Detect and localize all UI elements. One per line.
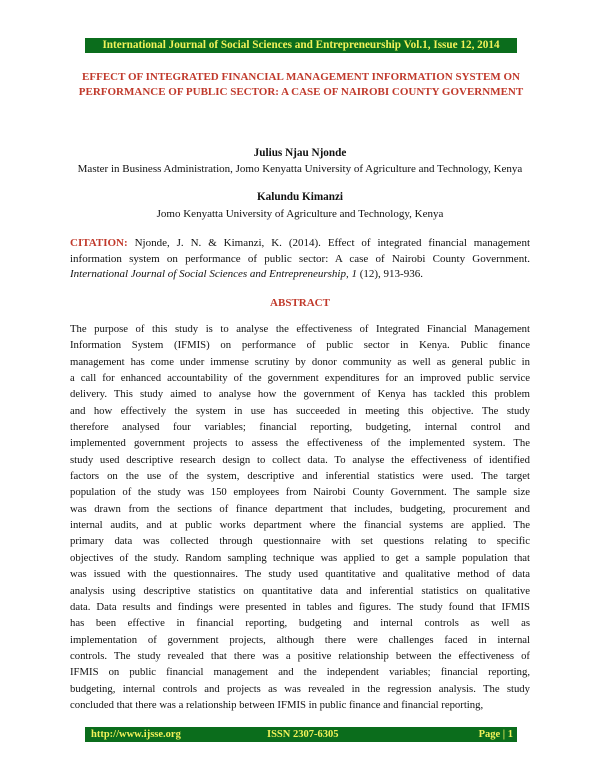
footer-bar bbox=[85, 727, 517, 742]
citation-block bbox=[70, 236, 530, 283]
abstract-line: concluded that there was a relationship between IFMIS in public finance and financial reporting, bbox=[70, 698, 484, 711]
abstract-heading: ABSTRACT bbox=[270, 297, 330, 309]
abstract-line: data. Data results and findings were presented in tables and figures. The study found that IFMIS bbox=[70, 600, 530, 613]
author-affiliation-1: Master in Business Administration, Jomo Kenyatta University of Agriculture and Technology, Kenya bbox=[77, 163, 523, 175]
abstract-body bbox=[70, 321, 530, 713]
abstract-line: study used descriptive research design to collect data. To analyse the effectiveness of identified bbox=[70, 453, 530, 466]
abstract-line: was issued with the questionnaires. The study used quantitative and qualitative method of data bbox=[70, 568, 530, 581]
abstract-line: implementation of government projects, although there were challenges faced in internal bbox=[70, 633, 530, 646]
abstract-line: factors on the use of the system, descriptive and inferential statistics were used. The target bbox=[70, 470, 530, 483]
journal-header-bar bbox=[85, 38, 517, 53]
abstract-line: delivery. This study aimed to analyse how the government of Kenya has tackled this problem bbox=[70, 388, 530, 401]
author-affiliation-2: Jomo Kenyatta University of Agriculture and Technology, Kenya bbox=[156, 208, 444, 220]
abstract-line: has been effective in financial reporting, budgeting and internal controls as well as bbox=[70, 617, 530, 630]
abstract-line: controls. The study revealed that there was a positive relationship between the effectiveness of bbox=[70, 649, 530, 662]
abstract-line: management has come under immense scrutiny by donor community as well as general public in bbox=[70, 355, 530, 368]
abstract-line: The purpose of this study is to analyse the effectiveness of Integrated Financial Management bbox=[70, 323, 530, 335]
footer-url-link[interactable]: http://www.ijsse.org bbox=[91, 729, 181, 740]
journal-header-text: International Journal of Social Sciences and Entrepreneurship Vol.1, Issue 12, 2014 bbox=[102, 39, 500, 51]
abstract-line: Information System (IFMIS) on performance of public sector in Kenya. Public finance bbox=[70, 339, 530, 352]
footer-issn: ISSN 2307-6305 bbox=[267, 729, 339, 740]
abstract-line: IFMIS on public financial management and the independent variables; financial reporting, bbox=[70, 666, 530, 679]
abstract-line: and how effectively the system in use has succeeded in meeting this objective. The study bbox=[70, 404, 530, 417]
abstract-line: internal audits, and at public works department where the financial systems are applied. The bbox=[70, 519, 530, 532]
author-name-1: Julius Njau Njonde bbox=[253, 147, 347, 159]
abstract-line: a call for enhanced accountability of the government expenditures for an improved public service bbox=[70, 372, 530, 385]
citation-journal: International Journal of Social Sciences and Entrepreneurship, 1 bbox=[70, 268, 357, 280]
abstract-line: implemented government projects to assess the effectiveness of the implemented system. The bbox=[70, 437, 530, 450]
abstract-line: population of the study was 150 employees from Nairobi County Government. The sample size bbox=[70, 486, 530, 499]
abstract-line: budgeting, internal controls and projects as was revealed in the regression analysis. The study bbox=[70, 682, 530, 695]
abstract-line: analysis using descriptive statistics on quantitative data and inferential statistics on qualitative bbox=[70, 584, 530, 597]
citation-label: CITATION: bbox=[70, 237, 128, 249]
citation-text: Njonde, J. N. & Kimanzi, K. (2014). Effect of integrated financial management information system on performance of public sector: A case of Nairobi County Government. bbox=[70, 237, 530, 265]
abstract-line: therefore analysed four variables; financial reporting, budgeting, internal control and bbox=[70, 421, 530, 434]
abstract-line: objectives of the study. Random sampling technique was applied to get a sample population that bbox=[70, 551, 530, 564]
footer-page-number: Page | 1 bbox=[478, 729, 513, 740]
author-name-2: Kalundu Kimanzi bbox=[256, 191, 344, 203]
paper-title: EFFECT OF INTEGRATED FINANCIAL MANAGEMENT INFORMATION SYSTEM ON PERFORMANCE OF PUBLIC SECTOR: A CASE OF NAIROBI COUNTY GOVERNMENT bbox=[78, 71, 524, 98]
abstract-line: primary data was collected through questionnaire with set questions relating to specific bbox=[70, 535, 530, 548]
abstract-line: was drawn from the sections of finance department that includes, budgeting, procurement and bbox=[70, 502, 530, 515]
citation-issue-pages: (12), 913-936. bbox=[356, 268, 423, 280]
